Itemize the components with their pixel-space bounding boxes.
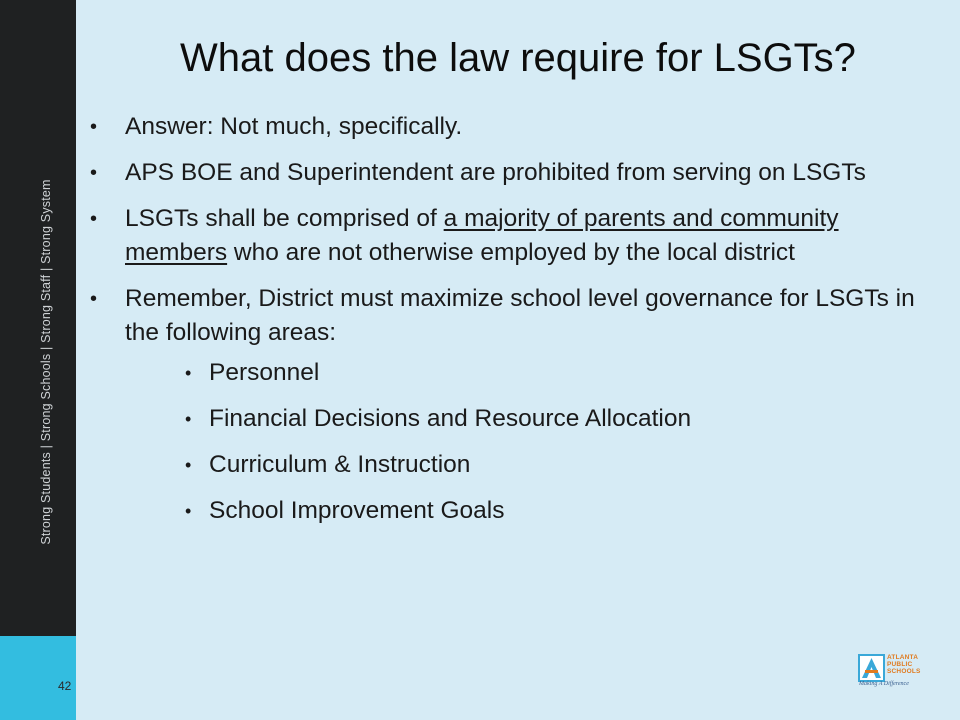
bullet-text: Answer: Not much, specifically. (125, 113, 463, 140)
logo-slogan: Making A Difference (859, 681, 909, 687)
bullet-item (90, 156, 935, 190)
sub-bullet-item (125, 448, 935, 482)
logo-wordmark (887, 655, 921, 675)
sidebar-tagline: Strong Students | Strong Schools | Strong Staff | Strong System (39, 179, 53, 545)
bullet-dot-icon: • (185, 363, 192, 383)
sub-bullet-item (125, 402, 935, 436)
bullet-text-suffix: who are not otherwise employed by the local district (227, 239, 795, 266)
sub-bullet-item (125, 356, 935, 390)
atlanta-public-schools-logo-icon (858, 654, 885, 682)
bullet-dot-icon: • (90, 162, 98, 184)
bullet-dot-icon: • (185, 501, 192, 521)
slide-title: What does the law require for LSGTs? (180, 36, 856, 80)
bullet-dot-icon: • (185, 409, 192, 429)
bullet-list (90, 110, 935, 540)
atlanta-public-schools-logo (858, 654, 928, 688)
sub-bullet-list (125, 356, 935, 528)
bullet-dot-icon: • (90, 208, 98, 230)
sub-bullet-item (125, 494, 935, 528)
sub-bullet-text: Personnel (209, 359, 320, 386)
bullet-item (90, 282, 935, 528)
sidebar (0, 0, 76, 720)
sub-bullet-text: School Improvement Goals (209, 497, 505, 524)
bullet-dot-icon: • (90, 288, 98, 310)
sub-bullet-text: Curriculum & Instruction (209, 451, 471, 478)
bullet-dot-icon: • (185, 455, 192, 475)
bullet-text: APS BOE and Superintendent are prohibited from serving on LSGTs (125, 159, 866, 186)
bullet-text: Remember, District must maximize school level governance for LSGTs in the following areas: (125, 285, 915, 346)
page-number: 42 (58, 679, 72, 693)
logo-line: PUBLIC (887, 660, 913, 668)
sidebar-accent-block (0, 636, 76, 720)
bullet-underlined-phrase: a majority of parents and community members (125, 205, 839, 266)
bullet-item (90, 202, 935, 270)
bullet-text-prefix: LSGTs shall be comprised of (125, 205, 444, 232)
bullet-dot-icon: • (90, 116, 98, 138)
bullet-item (90, 110, 935, 144)
sub-bullet-text: Financial Decisions and Resource Allocation (209, 405, 692, 432)
logo-line: SCHOOLS (887, 667, 921, 675)
logo-line: ATLANTA (887, 654, 919, 661)
